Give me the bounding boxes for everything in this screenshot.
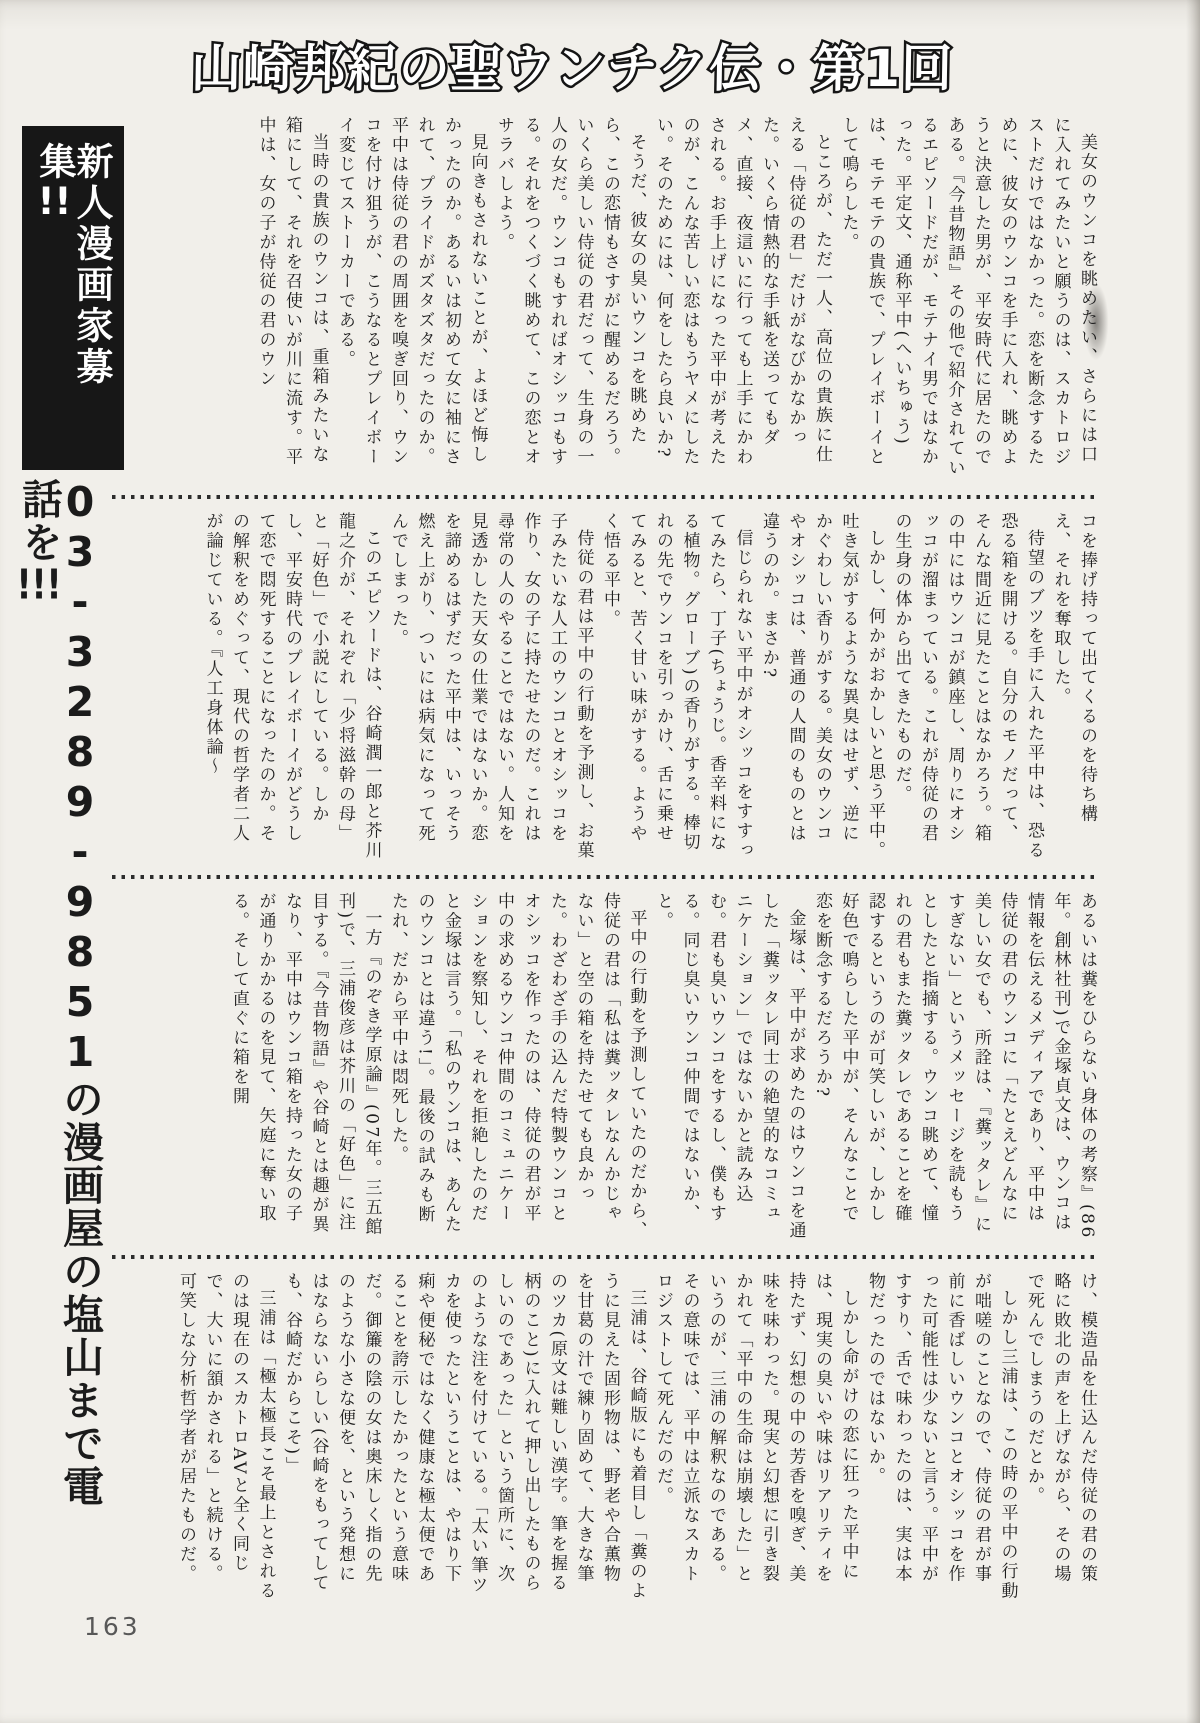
phone-callout-text: 03-3289-9851の漫画屋の塩山まで電話を bbox=[15, 478, 104, 1508]
paragraph: コを捧げ持って出てくるのを待ち構え、それを奪取した。 bbox=[1050, 512, 1097, 824]
paragraph: 待望のブツを手に入れた平中は、恐る恐る箱を開ける。自分のモノだって、そんな間近に見たことはなかろう。箱の中にはウンコが鎮座し、周りにオシッコが溜まっている。これが侍従の君の生身の体から出てきたものだ。 bbox=[891, 512, 1044, 861]
article-band-3 bbox=[112, 892, 1100, 1242]
paragraph: 平中の行動を予測していたのだから、侍従の君は「私は糞ッタレなんかじゃない」と空の箱を持たせても良かった。わざわざ手の込んだ特製ウンコとオシッコを作ったのは、侍従の君が平中の求めるウンコ仲間のコミュニケーションを察知し、それを拒絶したのだと金塚は言う。「私のウンコは、あんたのウンコとは違う!」。最後の試みも断たれ、だから平中は悶死した。 bbox=[388, 892, 647, 1241]
page-number: 163 bbox=[84, 1612, 141, 1641]
phone-callout bbox=[15, 478, 104, 1513]
article-body bbox=[112, 116, 1100, 1602]
article-band-1 bbox=[112, 116, 1100, 482]
paragraph: このエピソードは、谷崎潤一郎と芥川龍之介が、それぞれ「少将滋幹の母」と「好色」で小説にしている。しかし、平安時代のプレイボーイがどうして恋で悶死することになったのか。その解釈をめぐって、現代の哲学者二人が論じている。『人工身体論〜 bbox=[202, 512, 382, 861]
dotted-divider bbox=[112, 875, 1100, 879]
paragraph: そうだ、彼女の臭いウンコを眺めたら、この恋情もさすがに醒めるだろう。いくら美しい侍従の君だって、生身の一人の女だ。ウンコもすればオシッコもする。それをつくづく眺めて、この恋とオサラバしよう。 bbox=[494, 116, 647, 467]
paragraph: 金塚は、平中が求めたのはウンコを通した「糞ッタレ同士の絶望的なコミュニケーション」ではないかと読み込む。君も臭いウンコをするし、僕もする。同じ臭いウンコ仲間ではないか、と。 bbox=[653, 892, 806, 1241]
phone-callout-bang: !!! bbox=[16, 564, 62, 605]
paragraph: 三浦は「極太極長こそ最上とされるのは現在のスカトロAVと全く同じで、大いに頷かされる」と続ける。可笑しな分析哲学者が居たものだ。 bbox=[176, 1272, 276, 1601]
paragraph: 美女のウンコを眺めたい、さらには口に入れてみたいと願うのは、スカトロジストだけではなかった。恋を断念するために、彼女のウンコを手に入れ、眺めようと決意した男が、平安時代に居たのである。『今昔物語』その他で紹介されているエピソードだが、モテナイ男ではなかった。平定文、通称平中(へいちゅう)は、モテモテの貴族で、プレイボーイとして鳴らした。 bbox=[838, 116, 1097, 478]
paragraph: 信じられない平中がオシッコをすすってみたら、丁子(ちょうじ。香辛料になる植物。グローブ)の香りがする。棒切れの先でウンコを引っかけ、舌に乗せてみると、苦く甘い味がする。ようやく悟る平中。 bbox=[600, 512, 753, 861]
dotted-divider bbox=[112, 495, 1100, 499]
paragraph: 一方『のぞき学原論』(07年。三五館刊)で、三浦俊彦は芥川の「好色」に注目する。『今昔物語』や谷崎とは趣が異なり、平中はウンコ箱を持った女の子が通りかかるのを見て、矢庭に奪い取る。そして直ぐに箱を開 bbox=[229, 892, 382, 1238]
paragraph: しかし命がけの恋に狂った平中には、現実の臭いや味はリアリティを持たず、幻想の中の芳香を嗅ぎ、美味を味わった。現実と幻想に引き裂かれて「平中の生命は崩壊した」というのが、三浦の解釈なのである。その意味では、平中は立派なスカトロジストして死んだのだ。 bbox=[653, 1272, 859, 1584]
paragraph: け、模造品を仕込んだ侍従の君の策略に敗北の声を上げながら、その場で死んでしまうのだとか。 bbox=[1024, 1272, 1097, 1584]
page-title: 山崎邦紀の聖ウンチク伝・第1回 bbox=[190, 40, 954, 99]
recruit-banner-bang: !! bbox=[37, 183, 72, 220]
paragraph: 三浦は、谷崎版にも着目し「糞のように見えた固形物は、野老や合薫物を甘葛の汁で練り固めて、大きな筆のツカ(原文は難しい漢字。筆を握る柄のこと)に入れて押し出したものらしいのであった」という箇所に、次のような注を付けている。「太い筆ツカを使ったということは、やはり下痢や便秘ではなく健康な極太便であることを誇示したかったという意味だ。御簾の陰の女は奥床しく指の先のような小さな便を、という発想にはならないらしい(谷崎をもってしても、谷崎だからこそ)」 bbox=[282, 1272, 647, 1601]
paragraph: あるいは糞をひらない身体の考察』(86年。創林社刊)で金塚貞文は、ウンコは情報を伝えるメディアであり、平中は侍従の君のウンコに「たとえどんなに美しい女でも、所詮は、『糞ッタレ』にすぎない」というメッセージを読もうとしたと指摘する。ウンコ眺めて、憧れの君もまた糞ッタレであることを確認するというのが可笑しいが、しかし好色で鳴らした平中が、そんなことで恋を断念するだろうか? bbox=[812, 892, 1097, 1240]
paragraph: 当時の貴族のウンコは、重箱みたいな箱にして、それを召使いが川に流す。平中は、女の子が侍従の君のウン bbox=[255, 116, 329, 467]
paragraph: ところが、ただ一人、高位の貴族に仕える「侍従の君」だけがなびかなかった。いくら情熱的な手紙を送ってもダメ、直接、夜這いに行っても上手にかわされる。お手上げになった平中が考えたのが、こんな苦しい恋はもうヤメにしたい。そのためには、何をしたら良いか? bbox=[653, 116, 832, 467]
recruit-banner-text: 新人漫画家募集 bbox=[33, 142, 113, 388]
article-band-4 bbox=[112, 1272, 1100, 1602]
recruit-banner bbox=[22, 126, 124, 470]
paragraph: 見向きもされないことが、よほど悔しかったのか。あるいは初めて女に袖にされて、プライドがズタズタだったのか。平中は侍従の君の周囲を嗅ぎ回り、ウンコを付け狙うが、こうなるとプレイボーイ変じてストーカーである。 bbox=[335, 116, 488, 467]
dotted-divider bbox=[112, 1255, 1100, 1259]
paragraph: しかし三浦は、この時の平中の行動が咄嗟のことなので、侍従の君が事前に香ばしいウンコとオシッコを作った可能性は少ないと言う。平中がすすり、舌で味わったのは、実は本物だったのではないか。 bbox=[865, 1272, 1018, 1601]
article-band-2 bbox=[112, 512, 1100, 862]
paragraph: 侍従の君は平中の行動を予測し、お菓子みたいな人工のウンコとオシッコを作り、女の子に持たせたのだ。これは尋常の人のやることではない。人知を見透かした天女の仕業ではないか。恋を諦めるはずだった平中は、いっそう燃え上がり、ついには病気になって死んでしまった。 bbox=[388, 512, 594, 861]
paragraph: しかし、何かがおかしいと思う平中。吐き気がするような異臭はせず、逆にかぐわしい香りがする。美女のウンコやオシッコは、普通の人間のものとは違うのか。まさか? bbox=[759, 512, 885, 861]
